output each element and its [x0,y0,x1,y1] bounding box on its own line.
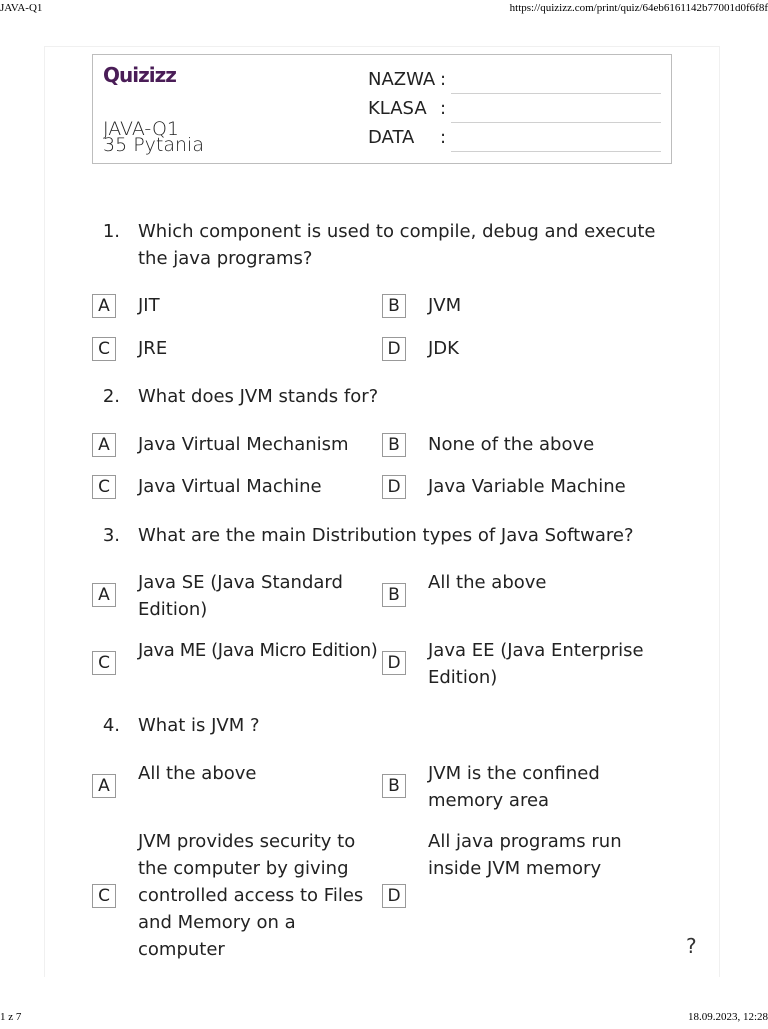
option-letter-box: D [382,475,406,499]
question-text: What are the main Distribution types of Java Software? [138,525,634,546]
name-blank [451,93,661,94]
option-letter-box: B [382,294,406,318]
date-blank [451,151,661,152]
option-letter-box: D [382,651,406,675]
question-count: 35 Pytania [103,134,204,156]
question-number: 4. [102,715,120,736]
class-label: KLASA [368,98,427,119]
option-text: All the above [428,572,547,593]
page-counter: 1 z 7 [0,1011,22,1023]
option-letter-box: A [92,433,116,457]
option-letter-box: C [92,475,116,499]
option-text: JDK [428,338,459,359]
option-text: Java Virtual Mechanism [138,434,349,455]
option-letter-box: C [92,884,116,908]
print-title: JAVA-Q1 [0,2,43,14]
print-header [0,2,768,20]
option-letter-box: A [92,294,116,318]
option-text: JVM provides security to the computer by giving controlled access to Files and Memory on a computer [138,831,364,960]
option-letter-box: D [382,884,406,908]
question-text: What does JVM stands for? [138,386,379,407]
option-text: Java Virtual Machine [138,476,322,497]
quiz-header-box: Quizizz JAVA-Q1 35 Pytania NAZWA : KLASA : DATA : [92,54,672,164]
option-text: Java ME (Java Micro Edition) [138,640,378,661]
question-number: 2. [102,386,120,407]
print-datetime: 18.09.2023, 12:28 [687,1011,768,1023]
option-text: Java EE (Java Enterprise Edition) [428,640,644,688]
option-letter-box: B [382,583,406,607]
question-number: 1. [102,221,120,242]
option-letter-box: D [382,337,406,361]
question-text: Which component is used to compile, debug and execute the java programs? [138,221,656,269]
name-label: NAZWA [368,69,436,90]
option-text: JVM [428,295,462,316]
option-text: Java Variable Machine [428,476,626,497]
question-mark-icon[interactable]: ? [686,934,697,958]
quiz-title: JAVA-Q1 [103,118,180,140]
option-text: Java SE (Java Standard Edition) [138,572,343,620]
option-text: JIT [138,295,160,316]
option-letter-box: A [92,583,116,607]
quizizz-logo: Quizizz [103,63,176,87]
option-text: All java programs run inside JVM memory [428,831,622,879]
question-text: What is JVM ? [138,715,260,736]
option-letter-box: B [382,774,406,798]
date-label: DATA [368,127,415,148]
option-letter-box: C [92,651,116,675]
print-url: https://quizizz.com/print/quiz/64eb6161142b77001d0f6f8f [509,2,768,14]
option-letter-box: B [382,433,406,457]
option-text: JVM is the confined memory area [428,763,600,811]
option-letter-box: A [92,774,116,798]
question-number: 3. [102,525,120,546]
option-text: JRE [138,338,168,359]
option-text: All the above [138,763,257,784]
option-letter-box: C [92,337,116,361]
class-blank [451,122,661,123]
option-text: None of the above [428,434,595,455]
print-footer [0,1011,768,1029]
